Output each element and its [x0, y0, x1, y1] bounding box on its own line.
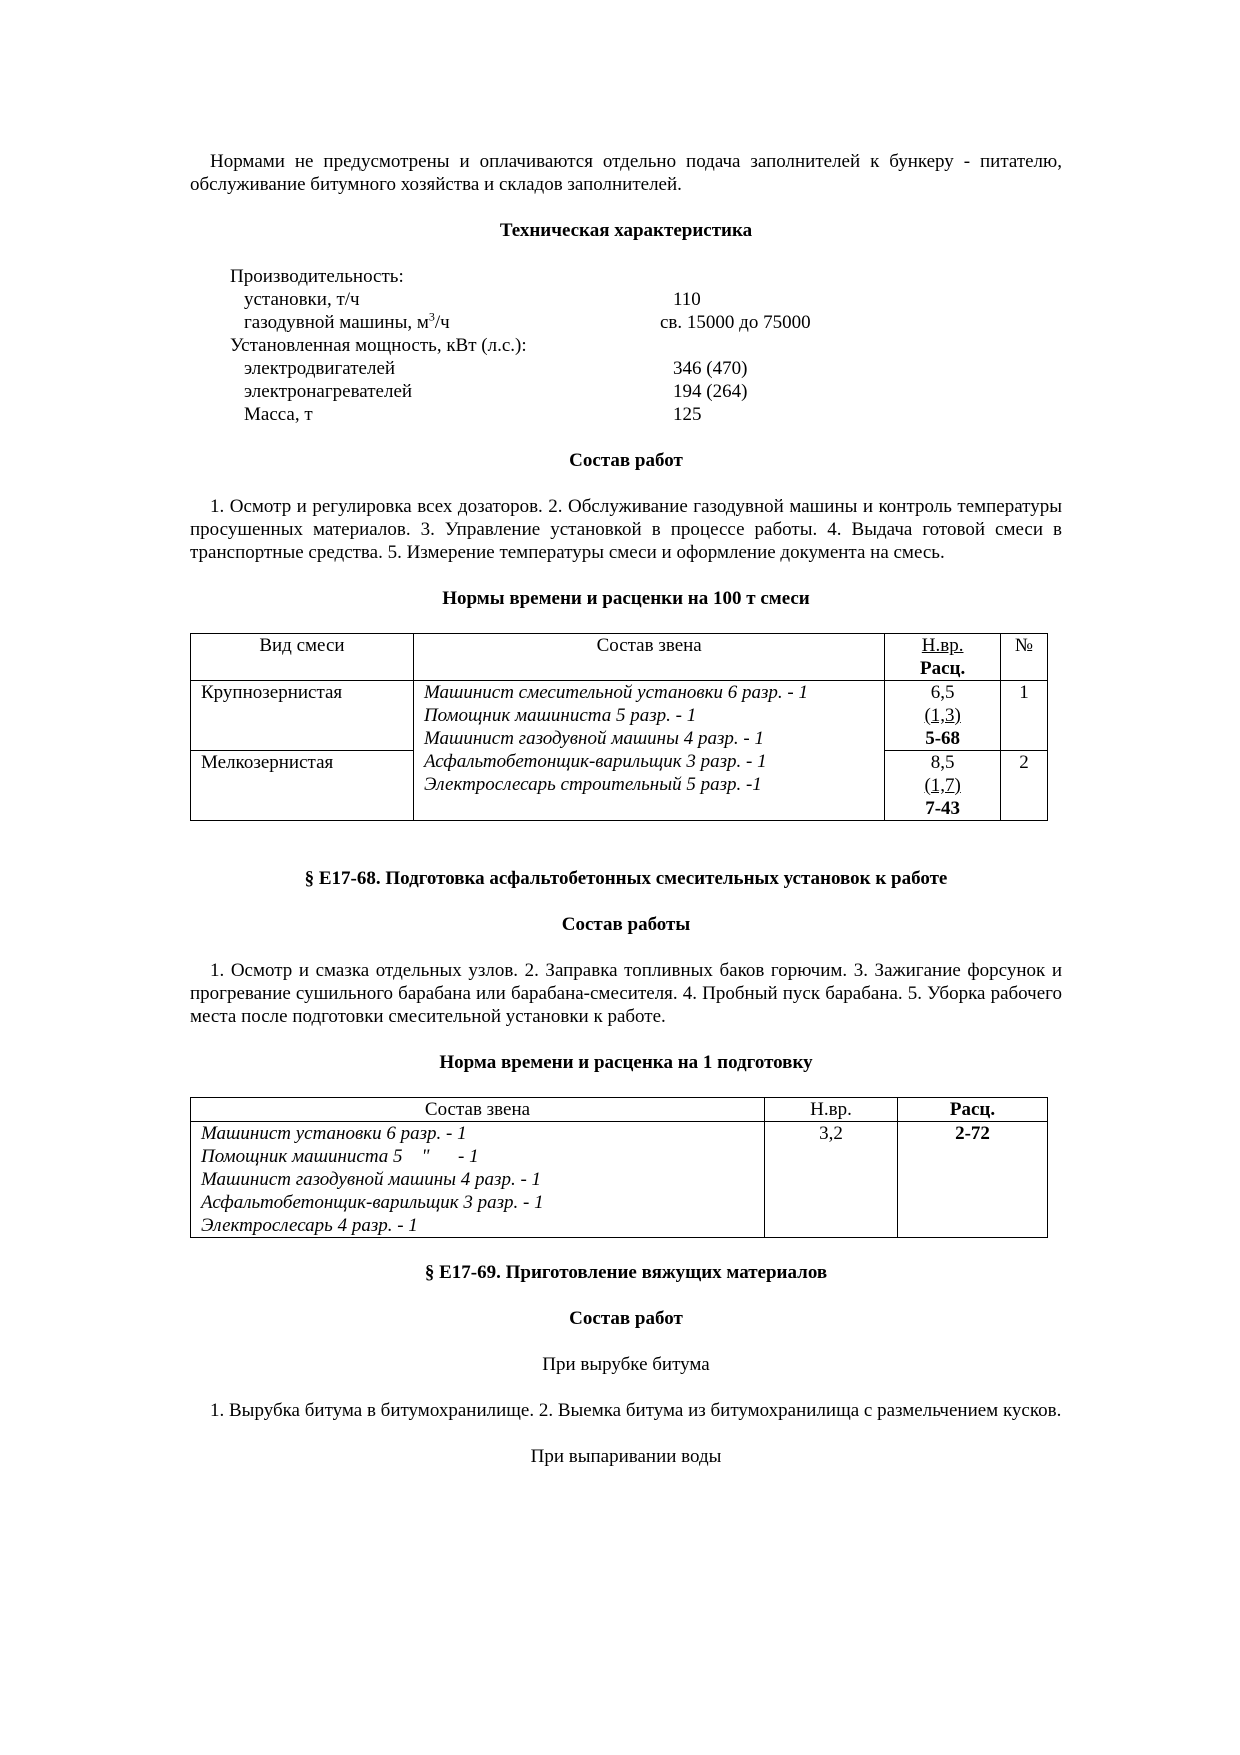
cell-mix: Мелкозернистая [191, 751, 414, 821]
cell-crew [191, 1122, 765, 1238]
norms-table [190, 633, 1048, 821]
crew-line: Асфальтобетонщик-варильщик 3 разр. - 1 [201, 1192, 544, 1213]
cell-rasc: 2-72 [898, 1122, 1048, 1238]
section-69-heading: § Е17-69. Приготовление вяжущих материалов [424, 1262, 828, 1283]
header-cell-norm [885, 634, 1001, 681]
spec-label: электронагревателей [244, 381, 413, 402]
document-body [190, 150, 1062, 1468]
crew-line: Машинист газодувной машины 4 разр. - 1 [423, 728, 764, 749]
table-row [191, 681, 1048, 751]
table-row [191, 1122, 1048, 1238]
spec-label: Производительность: [230, 266, 404, 287]
work-paragraph: 1. Осмотр и регулировка всех дозаторов. 2. Обслуживание газодувной машины и контроль температуры просушенных материалов. 3. Управление установкой в процессе работы. 4. Выдача готовой смеси в транспортные средства. 5. Измерение температуры смеси и оформление документа на смесь. [190, 496, 1062, 563]
spec-value: 194 (264) [673, 381, 748, 402]
spec-label: электродвигателей [244, 358, 396, 379]
section-69-subheading: Состав работ [569, 1308, 683, 1329]
cell-rasc: 5-68 [925, 728, 961, 749]
crew-line: Помощник машиниста 5 разр. - 1 [423, 705, 697, 726]
spec-label: газодувной машины, $м^3/ч$ [244, 309, 450, 333]
header-rasc: Расц. [920, 658, 966, 679]
cell-no: 2 [1000, 751, 1047, 821]
spec-label: установки, т/ч [244, 289, 360, 310]
cell-norm [885, 681, 1001, 751]
header-cell-crew: Состав звена [413, 634, 884, 681]
cell-nvr: 6,5 [930, 682, 955, 703]
cell-extra: (1,7) [924, 775, 961, 796]
spec-row-mass [230, 403, 1062, 426]
spec-label: Установленная мощность, кВт (л.с.): [230, 335, 527, 356]
cell-mix: Крупнозернистая [191, 681, 414, 751]
table-header-row [191, 1098, 1048, 1122]
spec-row-power [230, 334, 1062, 357]
case-water-evaporation: При выпаривании воды [530, 1446, 722, 1467]
section-68-paragraph: 1. Осмотр и смазка отдельных узлов. 2. Заправка топливных баков горючим. 3. Зажигание форсунок и прогревание сушильного барабана или барабана-смесителя. 4. Пробный пуск барабана. 5. Уборка рабочего места после подготовки смесительной установки к работе. [190, 960, 1062, 1027]
cell-norm [885, 751, 1001, 821]
crew-line: Электрослесарь строительный 5 разр. -1 [423, 774, 762, 795]
header-cell-crew: Состав звена [191, 1098, 765, 1122]
header-cell-no: № [1000, 634, 1047, 681]
table1-title: Нормы времени и расценки на 100 т смеси [442, 588, 810, 609]
tech-spec-list [230, 265, 1062, 426]
spec-value: 110 [673, 289, 701, 310]
cell-nvr: 8,5 [930, 752, 955, 773]
section-68-subheading: Состав работы [561, 914, 691, 935]
crew-line: Электрослесарь 4 разр. - 1 [201, 1215, 418, 1236]
spec-row-heaters [230, 380, 1062, 403]
table-header-row [191, 634, 1048, 681]
spec-row-blower [230, 311, 1062, 334]
spec-value: 346 (470) [673, 358, 748, 379]
bitumen-cutting-paragraph: 1. Вырубка битума в битумохранилище. 2. Выемка битума из битумохранилища с размельчением кусков. [210, 1400, 1062, 1421]
cell-extra: (1,3) [924, 705, 961, 726]
header-nvr: Н.вр. [921, 635, 964, 656]
spec-row-install [230, 288, 1062, 311]
header-cell-nvr: Н.вр. [765, 1098, 898, 1122]
crew-line: Машинист смесительной установки 6 разр. - 1 [423, 682, 809, 703]
spec-row-motors [230, 357, 1062, 380]
preparation-norm-table [190, 1097, 1048, 1238]
header-cell-rasc: Расц. [898, 1098, 1048, 1122]
crew-line: Машинист газодувной машины 4 разр. - 1 [201, 1169, 542, 1190]
crew-line: Машинист установки 6 разр. - 1 [201, 1123, 467, 1144]
cell-no: 1 [1000, 681, 1047, 751]
spec-label: Масса, т [244, 404, 313, 425]
crew-line: Асфальтобетонщик-варильщик 3 разр. - 1 [423, 751, 767, 772]
work-heading: Состав работ [569, 450, 683, 471]
cell-nvr: 3,2 [765, 1122, 898, 1238]
header-cell-mix: Вид смеси [191, 634, 414, 681]
table2-title: Норма времени и расценка на 1 подготовку [439, 1052, 813, 1073]
section-68-heading: § Е17-68. Подготовка асфальтобетонных смесительных установок к работе [304, 868, 948, 889]
tech-heading: Техническая характеристика [499, 220, 753, 241]
cell-rasc: 7-43 [925, 798, 961, 819]
spec-row-productivity [230, 265, 1062, 288]
intro-paragraph: Нормами не предусмотрены и оплачиваются отдельно подача заполнителей к бункеру - питателю, обслуживание битумного хозяйства и складов заполнителей. [190, 151, 1062, 195]
cell-crew [413, 681, 884, 821]
crew-line: Помощник машиниста 5 " - 1 [201, 1146, 479, 1167]
case-bitumen-cutting: При вырубке битума [542, 1354, 710, 1375]
spec-value: 125 [673, 404, 702, 425]
spec-value: св. 15000 до 75000 [660, 312, 811, 333]
